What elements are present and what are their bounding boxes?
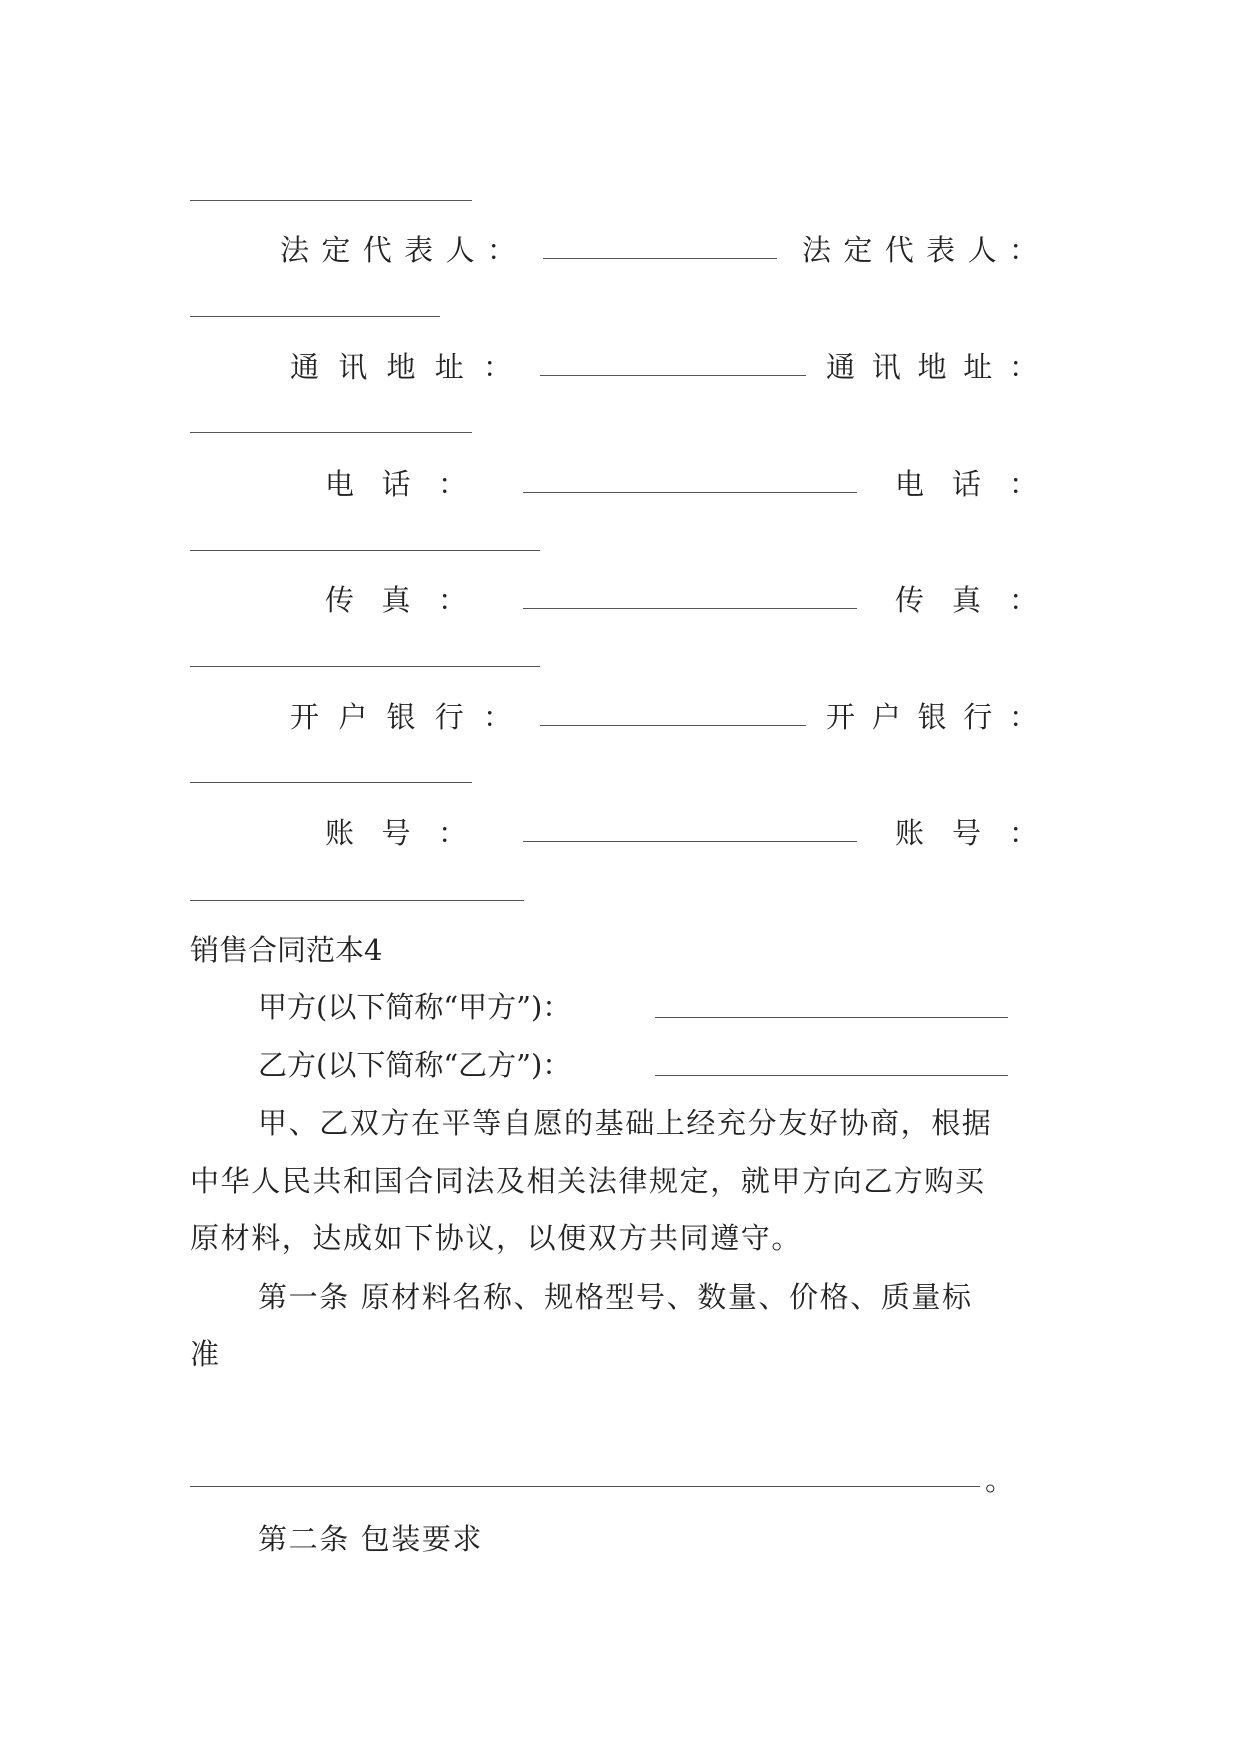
legal-rep-blank-a	[543, 258, 777, 259]
intro-line-3: 原材料，达成如下协议，以便双方共同遵守。	[190, 1221, 803, 1255]
phone-label-b: 电 话 ：	[895, 467, 1038, 501]
account-label-a: 账 号 ：	[325, 816, 467, 850]
account-blank-a	[523, 841, 857, 842]
fax-label-b: 传 真 ：	[895, 583, 1038, 617]
phone-blank-a	[523, 492, 857, 493]
fax-label-a: 传 真 ：	[325, 583, 467, 617]
fax-blank-a	[523, 608, 857, 609]
party-a-label: 甲方(以下简称“甲方”)：	[258, 990, 572, 1024]
contract-title: 销售合同范本4	[190, 933, 383, 967]
article-2-heading: 第二条 包装要求	[258, 1522, 484, 1556]
bank-blank-b	[190, 782, 472, 783]
address-label-b: 通 讯 地 址 ：	[826, 350, 1038, 384]
bank-label-b: 开 户 银 行 ：	[826, 700, 1038, 734]
account-label-b: 账 号 ：	[895, 816, 1038, 850]
fax-blank-b	[190, 666, 540, 667]
bank-blank-a	[540, 725, 806, 726]
bank-label-a: 开 户 银 行 ：	[290, 700, 512, 734]
party-b-blank	[655, 1075, 1008, 1076]
account-blank-b	[190, 900, 524, 901]
blank-line	[190, 200, 472, 201]
legal-rep-label-b: 法 定 代 表 人 ：	[802, 233, 1038, 267]
address-blank-b	[190, 432, 472, 433]
legal-rep-label-a: 法 定 代 表 人 ：	[280, 233, 516, 267]
phone-blank-b	[190, 550, 540, 551]
article-1-line-1: 第一条 原材料名称、规格型号、数量、价格、质量标	[258, 1280, 973, 1314]
article-1-blank	[190, 1486, 980, 1487]
article-1-end: 。	[985, 1463, 1015, 1497]
address-label-a: 通 讯 地 址 ：	[290, 350, 512, 384]
party-b-label: 乙方(以下简称“乙方”)：	[258, 1048, 572, 1082]
intro-line-1: 甲、乙双方在平等自愿的基础上经充分友好协商，根据	[258, 1106, 993, 1140]
party-a-blank	[655, 1017, 1008, 1018]
intro-line-2: 中华人民共和国合同法及相关法律规定，就甲方向乙方购买	[190, 1164, 986, 1198]
article-1-line-2: 准	[190, 1337, 220, 1371]
phone-label-a: 电 话 ：	[325, 467, 467, 501]
legal-rep-blank-b	[190, 316, 440, 317]
address-blank-a	[540, 375, 806, 376]
